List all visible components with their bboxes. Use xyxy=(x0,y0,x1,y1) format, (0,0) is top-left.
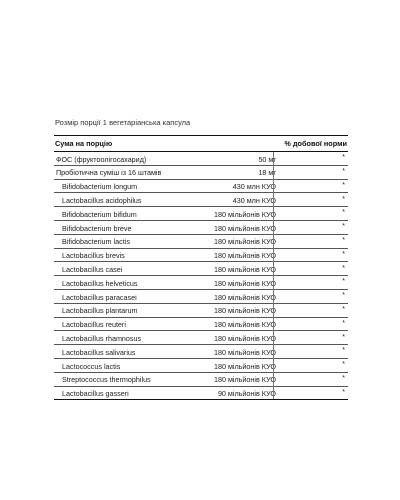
ingredient-name: Bifidobacterium longum xyxy=(62,182,138,192)
ingredient-amount: 430 млн КУО xyxy=(232,182,276,192)
ingredient-name: ФОС (фруктоолігосахарид) xyxy=(56,154,147,164)
ingredient-name: Lactobacillus casei xyxy=(62,264,123,274)
table-row xyxy=(54,387,348,400)
ingredient-name: Lactobacillus paracasei xyxy=(62,292,137,302)
daily-value: * xyxy=(342,250,345,258)
daily-value: * xyxy=(342,361,345,369)
table-row xyxy=(54,318,348,332)
ingredient-name: Lactobacillus rhamnosus xyxy=(62,333,142,343)
daily-value: * xyxy=(342,333,345,341)
serving-size: Розмір порції 1 вегетаріанська капсула xyxy=(55,118,191,127)
ingredient-amount: 180 мільйонів КУО xyxy=(213,251,276,261)
ingredient-name: Streptococcus thermophilus xyxy=(62,375,151,385)
ingredient-name: Lactobacillus reuteri xyxy=(62,320,126,330)
ingredient-amount: 180 мільйонів КУО xyxy=(213,223,276,233)
ingredient-name: Lactobacillus acidophilus xyxy=(62,195,142,205)
table-row xyxy=(54,235,348,249)
ingredient-amount: 180 мільйонів КУО xyxy=(213,209,276,219)
table-row xyxy=(54,193,348,207)
ingredient-amount: 90 мільйонів КУО xyxy=(217,389,276,399)
table-row xyxy=(54,373,348,387)
table-row xyxy=(54,290,348,304)
ingredient-name: Lactobacillus salivarius xyxy=(62,347,136,357)
daily-value: * xyxy=(342,292,345,300)
ingredient-name: Bifidobacterium lactis xyxy=(62,237,130,247)
daily-value: * xyxy=(342,209,345,217)
daily-value: * xyxy=(342,181,345,189)
ingredient-amount: 180 мільйонів КУО xyxy=(213,333,276,343)
ingredient-amount: 180 мільйонів КУО xyxy=(213,278,276,288)
daily-value: * xyxy=(342,236,345,244)
table-row xyxy=(54,276,348,290)
ingredient-name: Пробіотична суміш із 16 штамів xyxy=(56,168,162,178)
ingredient-name: Lactobacillus plantarum xyxy=(62,306,138,316)
ingredient-amount: 180 мільйонів КУО xyxy=(213,375,276,385)
daily-value: * xyxy=(342,347,345,355)
ingredient-amount: 430 млн КУО xyxy=(232,195,276,205)
daily-value: * xyxy=(342,223,345,231)
ingredient-amount: 180 мільйонів КУО xyxy=(213,306,276,316)
ingredient-amount: 50 мг xyxy=(258,154,276,164)
table-row xyxy=(54,262,348,276)
column-divider xyxy=(273,152,274,399)
ingredient-name: Lactobacillus helveticus xyxy=(62,278,138,288)
supplement-facts-table xyxy=(54,135,348,400)
ingredient-amount: 180 мільйонів КУО xyxy=(213,264,276,274)
table-row xyxy=(54,152,348,166)
ingredient-name: Bifidobacterium bifidum xyxy=(62,209,137,219)
table-row xyxy=(54,249,348,263)
ingredient-amount: 180 мільйонів КУО xyxy=(213,361,276,371)
daily-value: * xyxy=(342,264,345,272)
table-row xyxy=(54,345,348,359)
ingredient-amount: 18 мг xyxy=(258,168,276,178)
table-row xyxy=(54,207,348,221)
amount-per-serving-header: Сума на порцію xyxy=(55,139,113,148)
ingredient-name: Lactobacillus gasseri xyxy=(62,389,129,399)
daily-value: * xyxy=(342,195,345,203)
daily-value-header: % добової норми xyxy=(284,139,347,148)
table-row xyxy=(54,166,348,180)
table-row xyxy=(54,221,348,235)
daily-value: * xyxy=(342,374,345,382)
ingredient-amount: 180 мільйонів КУО xyxy=(213,320,276,330)
table-row xyxy=(54,180,348,194)
daily-value: * xyxy=(342,167,345,175)
daily-value: * xyxy=(342,154,345,162)
table-row xyxy=(54,304,348,318)
table-header xyxy=(54,136,348,152)
ingredient-amount: 180 мільйонів КУО xyxy=(213,237,276,247)
daily-value: * xyxy=(342,278,345,286)
ingredient-name: Lactococcus lactis xyxy=(62,361,121,371)
ingredient-amount: 180 мільйонів КУО xyxy=(213,347,276,357)
table-body xyxy=(54,152,348,399)
daily-value: * xyxy=(342,319,345,327)
daily-value: * xyxy=(342,305,345,313)
ingredient-name: Lactobacillus brevis xyxy=(62,251,125,261)
ingredient-name: Bifidobacterium breve xyxy=(62,223,132,233)
table-row xyxy=(54,359,348,373)
ingredient-amount: 180 мільйонів КУО xyxy=(213,292,276,302)
table-row xyxy=(54,331,348,345)
daily-value: * xyxy=(342,388,345,396)
